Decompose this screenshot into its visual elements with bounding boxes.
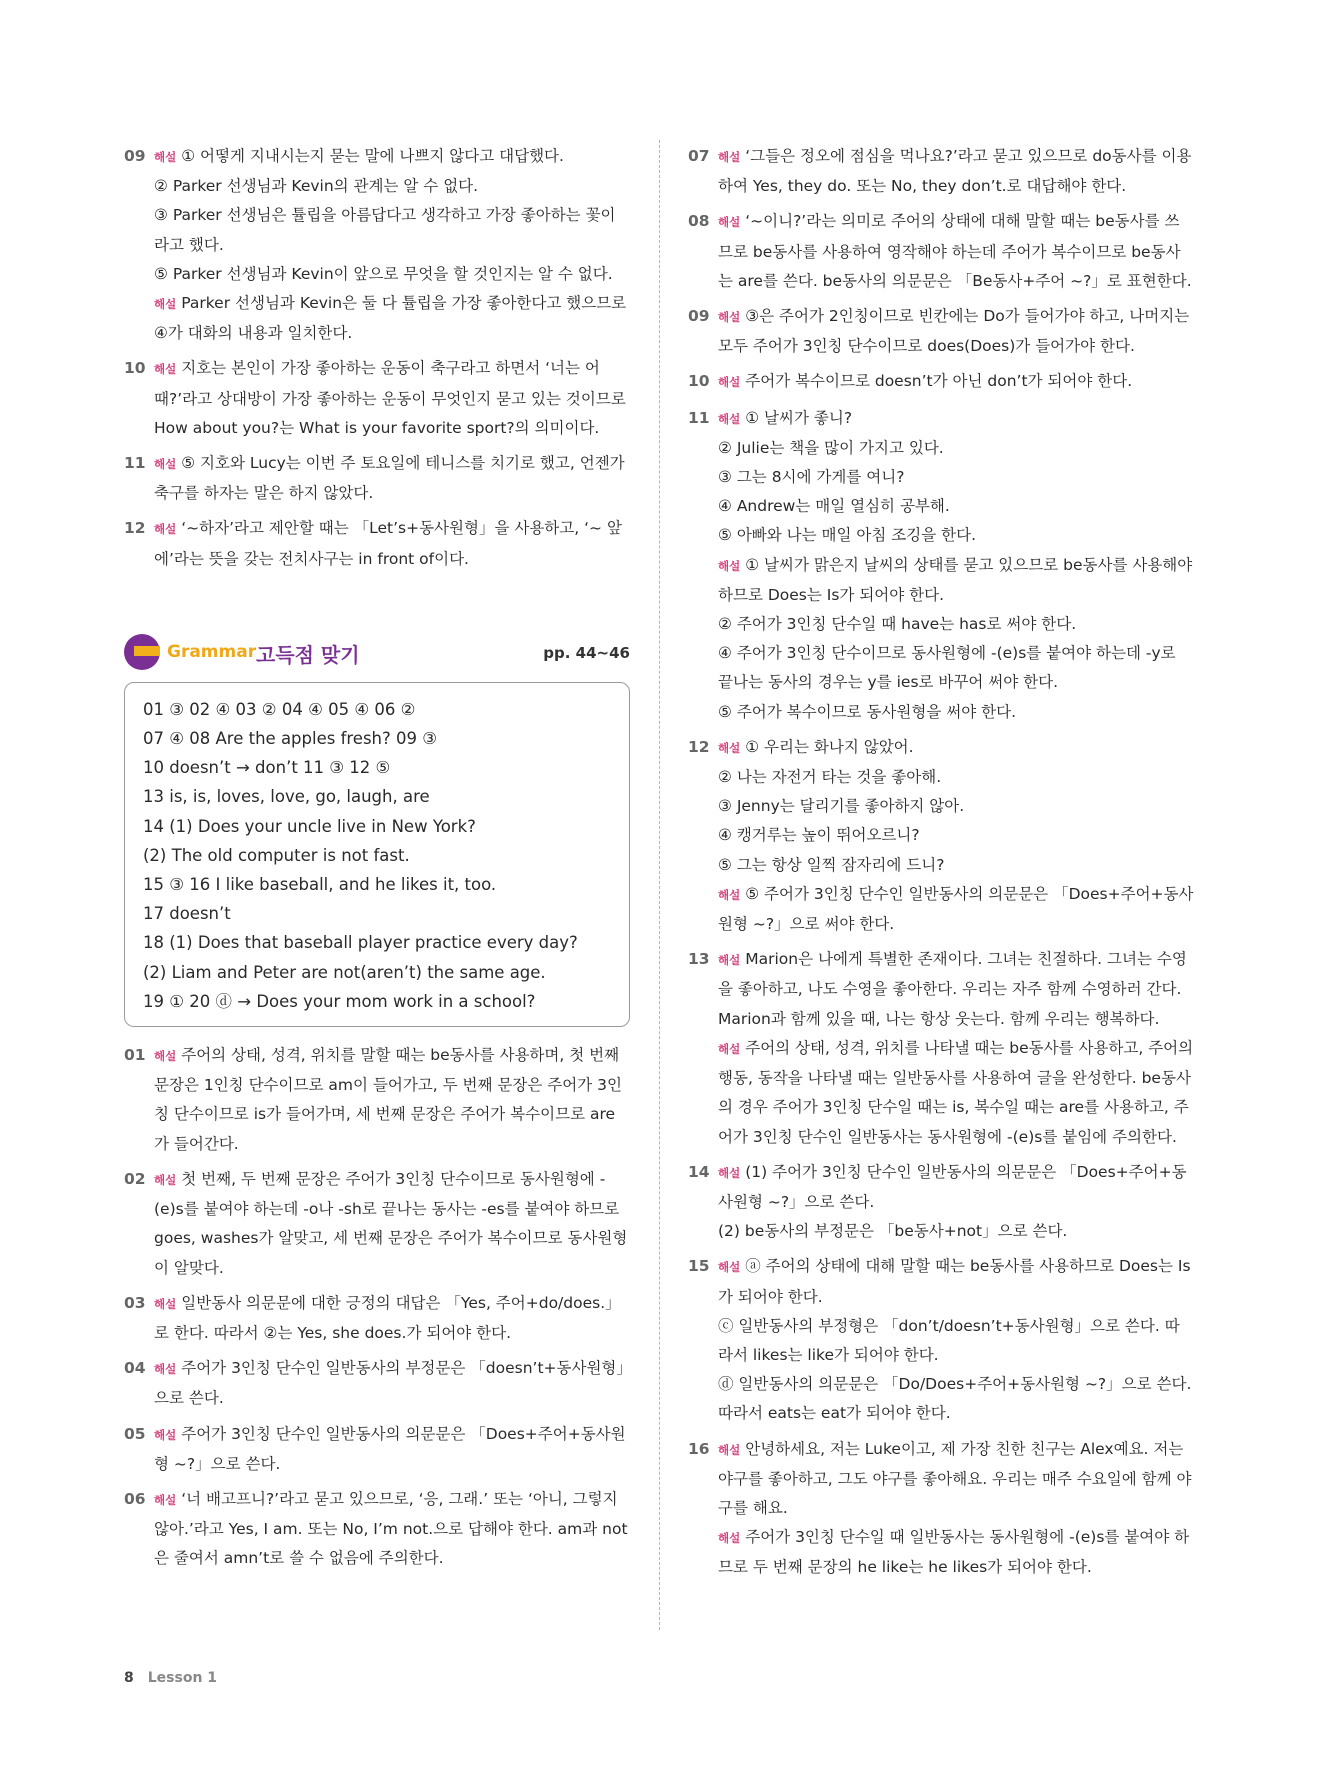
explanation-tag: 해설 [718, 1442, 741, 1457]
explanation-tag: 해설 [154, 1049, 177, 1064]
answer-item-09 [124, 142, 630, 348]
explanation-text: 주어가 3인칭 단수인 일반동사의 의문문은 「Does+주어+동사원형 ~?」으로 쓴다. [154, 1424, 626, 1473]
explanation-tag: 해설 [718, 740, 741, 755]
explanation-tag: 해설 [718, 150, 741, 164]
explanation-text: (2) be동사의 부정문은 「be동사+not」으로 쓴다. [718, 1222, 1068, 1241]
explanation-tag: 해설 [718, 953, 741, 968]
grammar-explanation-01 [124, 1041, 630, 1159]
translation-text: ③ Jenny는 달리기를 좋아하지 않아. [718, 797, 965, 816]
explanation-tag: 해설 [154, 1172, 177, 1187]
item-number: 05 [124, 1424, 146, 1443]
translation-text: ④ Andrew는 매일 열심히 공부해. [718, 497, 950, 516]
grammar-logo-icon [124, 634, 160, 670]
translation-text: ⑤ 아빠와 나는 매일 아침 조깅을 한다. [718, 526, 977, 545]
answer-line: (2) The old computer is not fast. [143, 845, 410, 865]
item-number: 09 [124, 147, 146, 165]
grammar-explanation-14 [688, 1158, 1194, 1247]
explanation-tag: 해설 [718, 215, 741, 230]
answer-line: 15 ③ 16 I like baseball, and he likes it, too. [143, 875, 497, 895]
grammar-explanation-12 [688, 733, 1194, 939]
page-footer [124, 1670, 217, 1686]
item-number: 04 [124, 1359, 146, 1378]
explanation-tag: 해설 [718, 1165, 741, 1180]
explanation-tag: 해설 [718, 375, 741, 390]
answer-line: 10 doesn’t → don’t 11 ③ 12 ⑤ [143, 758, 391, 778]
explanation-text: 주어의 상태, 성격, 위치를 나타낼 때는 be동사를 사용하고, 주어의 행동, 동작을 나타낼 때는 일반동사를 사용하여 글을 완성한다. be동사의 경우 주어가 3인칭 단수일 때는 is, 복수일 때는 are를 사용하고, 주어가 3인칭 단수인 일반동사는 동사원형에 -(e)s를 붙임에 주의한다. [718, 1038, 1194, 1146]
explanation-tag: 해설 [718, 411, 741, 426]
answer-line: 18 (1) Does that baseball player practice every day? [143, 933, 578, 953]
explanation-text: ‘너 배고프니?’라고 묻고 있으므로, ‘응, 그래.’ 또는 ‘아니, 그렇지 않아.’라고 Yes, I am. 또는 No, I’m not.으로 답해야 한다. am과 not은 줄여서 amn’t로 쓸 수 없음에 주의한다. [154, 1489, 628, 1568]
explanation-tag: 해설 [154, 1296, 177, 1311]
explanation-text: ① 어떻게 지내시는지 묻는 말에 나쁘지 않다고 대답했다. [181, 147, 564, 165]
grammar-explanation-11 [688, 404, 1194, 727]
explanation-tag: 해설 [718, 1041, 741, 1056]
item-number: 08 [688, 212, 710, 231]
grammar-brand: Grammar [167, 641, 257, 662]
answer-line: (2) Liam and Peter are not(aren’t) the same age. [143, 962, 546, 982]
explanation-tag: 해설 [154, 150, 177, 164]
explanation-tag: 해설 [718, 1260, 741, 1275]
explanation-tag: 해설 [718, 1531, 741, 1546]
item-number: 06 [124, 1489, 146, 1508]
explanation-text: 첫 번째, 두 번째 문장은 주어가 3인칭 단수이므로 동사원형에 -(e)s를 붙여야 하는데 -o나 -sh로 끝나는 동사는 -es를 붙여야 하므로 goes, washes가 알맞고, 세 번째 문장은 주어가 복수이므로 동사원형이 알맞다. [154, 1169, 628, 1277]
grammar-explanation-03 [124, 1289, 630, 1348]
translation-text: 안녕하세요, 저는 Luke이고, 제 가장 친한 친구는 Alex예요. 저는 야구를 좋아하고, 그도 야구를 좋아해요. 우리는 매주 수요일에 함께 야구를 해요. [718, 1439, 1192, 1517]
explanation-text: ④ 주어가 3인칭 단수이므로 동사원형에 -(e)s를 붙여야 하는데 -y로 끝나는 동사의 경우는 y를 ies로 바꾸어 써야 한다. [718, 644, 1176, 692]
explanation-text: 일반동사 의문문에 대한 긍정의 대답은 「Yes, 주어+do/does.」로 한다. 따라서 ②는 Yes, she does.가 되어야 한다. [154, 1293, 621, 1342]
answer-line: 13 is, is, loves, love, go, laugh, are [143, 787, 430, 807]
answer-line: 07 ④ 08 Are the apples fresh? 09 ③ [143, 729, 438, 749]
grammar-explanation-07 [688, 142, 1194, 201]
grammar-explanation-15 [688, 1252, 1194, 1428]
item-number: 07 [688, 147, 710, 165]
explanation-tag: 해설 [154, 297, 177, 312]
explanation-tag: 해설 [718, 558, 741, 573]
explanation-tag: 해설 [718, 887, 741, 902]
translation-text: ① 날씨가 좋니? [745, 408, 853, 427]
page-number: 8 [124, 1670, 134, 1686]
translation-text: ⑤ 그는 항상 일찍 잠자리에 드니? [718, 855, 945, 874]
page-range: pp. 44~46 [543, 643, 630, 662]
item-number: 10 [124, 359, 146, 378]
answer-line: 14 (1) Does your uncle live in New York? [143, 816, 476, 836]
answer-item-11 [124, 449, 630, 508]
grammar-explanation-08 [688, 207, 1194, 296]
translation-text: ③ 그는 8시에 가게를 여니? [718, 468, 905, 487]
item-number: 11 [688, 408, 710, 427]
grammar-section-header [124, 634, 630, 674]
item-number: 14 [688, 1162, 710, 1181]
explanation-text: ‘~하자’라고 제안할 때는 「Let’s+동사원형」을 사용하고, ‘~ 앞에’라는 뜻을 갖는 전치사구는 in front of이다. [154, 519, 622, 568]
grammar-explanation-05 [124, 1420, 630, 1479]
item-number: 09 [688, 307, 710, 326]
explanation-text: Parker 선생님과 Kevin은 둘 다 튤립을 가장 좋아한다고 했으므로 ④가 대화의 내용과 일치한다. [154, 294, 627, 343]
item-number: 10 [688, 372, 710, 391]
grammar-explanation-06 [124, 1485, 630, 1574]
answer-key-box [124, 682, 630, 1027]
explanation-tag: 해설 [154, 1492, 177, 1507]
item-number: 13 [688, 950, 710, 969]
answer-line: 19 ① 20 ⓓ → Does your mom work in a school? [143, 991, 536, 1011]
explanation-text: ① 날씨가 맑은지 날씨의 상태를 묻고 있으므로 be동사를 사용해야 하므로 Does는 Is가 되어야 한다. [718, 555, 1193, 604]
explanation-text: 주어가 3인칭 단수인 일반동사의 부정문은 「doesn’t+동사원형」으로 쓴다. [154, 1359, 625, 1408]
explanation-text: ⑤ 주어가 복수이므로 동사원형을 써야 한다. [718, 702, 1016, 721]
answer-item-10 [124, 354, 630, 443]
explanation-tag: 해설 [154, 1427, 177, 1442]
explanation-tag: 해설 [718, 310, 741, 325]
item-number: 03 [124, 1293, 146, 1312]
explanation-text: ⑤ 지호와 Lucy는 이번 주 토요일에 테니스를 치기로 했고, 언젠가 축구를 하자는 말은 하지 않았다. [154, 454, 625, 503]
explanation-text: ⑤ Parker 선생님과 Kevin이 앞으로 무엇을 할 것인지는 알 수 없다. [154, 264, 613, 283]
answer-line: 01 ③ 02 ④ 03 ② 04 ④ 05 ④ 06 ② [143, 699, 416, 719]
grammar-explanation-13 [688, 945, 1194, 1151]
item-number: 01 [124, 1046, 146, 1065]
explanation-text: ② 주어가 3인칭 단수일 때 have는 has로 써야 한다. [718, 615, 1077, 634]
explanation-text: ⑤ 주어가 3인칭 단수인 일반동사의 의문문은 「Does+주어+동사원형 ~?」으로 써야 한다. [718, 884, 1194, 934]
translation-text: Marion은 나에게 특별한 존재이다. 그녀는 친절하다. 그녀는 수영을 좋아하고, 나도 수영을 좋아한다. 우리는 자주 함께 수영하러 간다. Marion과 함께 있을 때, 나는 항상 웃는다. 함께 우리는 행복하다. [718, 950, 1187, 1028]
explanation-text: ‘~이니?’라는 의미로 주어의 상태에 대해 말할 때는 be동사를 쓰므로 be동사를 사용하여 영작해야 하는데 주어가 복수이므로 be동사는 are를 쓴다. be동사의 의문문은 「Be동사+주어 ~?」로 표현한다. [718, 212, 1192, 290]
grammar-explanation-09 [688, 302, 1194, 361]
grammar-explanation-10 [688, 367, 1194, 397]
translation-text: ② Julie는 책을 많이 가지고 있다. [718, 438, 944, 457]
explanation-text: (1) 주어가 3인칭 단수인 일반동사의 의문문은 「Does+주어+동사원형 ~?」으로 쓴다. [718, 1162, 1187, 1211]
explanation-text: 주어의 상태, 성격, 위치를 말할 때는 be동사를 사용하며, 첫 번째 문장은 1인칭 단수이므로 am이 들어가고, 두 번째 문장은 주어가 3인칭 단수이므로 is가 들어가며, 세 번째 문장은 주어가 복수이므로 are가 들어간다. [154, 1046, 622, 1153]
explanation-text: ③ Parker 선생님은 튤립을 아름답다고 생각하고 가장 좋아하는 꽃이라고 했다. [154, 206, 616, 254]
explanation-text: ⓒ 일반동사의 부정형은 「don’t/doesn’t+동사원형」으로 쓴다. 따라서 likes는 like가 되어야 한다. [718, 1316, 1180, 1364]
explanation-text: ⓓ 일반동사의 의문문은 「Do/Does+주어+동사원형 ~?」으로 쓴다. 따라서 eats는 eat가 되어야 한다. [718, 1375, 1192, 1423]
item-number: 16 [688, 1439, 710, 1458]
left-column [124, 142, 630, 1580]
column-divider [659, 140, 660, 1630]
lesson-label: Lesson 1 [147, 1670, 218, 1686]
grammar-explanation-02 [124, 1165, 630, 1283]
explanation-text: 주어가 복수이므로 doesn’t가 아닌 don’t가 되어야 한다. [745, 372, 1133, 391]
item-number: 11 [124, 454, 146, 473]
translation-text: ④ 캥거루는 높이 뛰어오르니? [718, 826, 920, 845]
explanation-text: ② Parker 선생님과 Kevin의 관계는 알 수 없다. [154, 177, 479, 196]
explanation-text: ‘그들은 정오에 점심을 먹나요?’라고 묻고 있으므로 do동사를 이용하여 Yes, they do. 또는 No, they don’t.로 대답해야 한다. [718, 147, 1192, 196]
grammar-explanation-16 [688, 1435, 1194, 1583]
item-number: 12 [124, 519, 146, 538]
explanation-text: ③은 주어가 2인칭이므로 빈칸에는 Do가 들어가야 하고, 나머지는 모두 주어가 3인칭 단수이므로 does(Does)가 들어가야 한다. [718, 307, 1190, 356]
explanation-text: 지호는 본인이 가장 좋아하는 운동이 축구라고 하면서 ‘너는 어때?’라고 상대방이 가장 좋아하는 운동이 무엇인지 묻고 있는 것이므로 How about you?는 What is your favorite sport?의 의미이다. [154, 359, 626, 437]
explanation-tag: 해설 [154, 457, 177, 472]
answer-line: 17 doesn’t [143, 904, 231, 924]
grammar-explanation-04 [124, 1354, 630, 1413]
explanation-text: ⓐ 주어의 상태에 대해 말할 때는 be동사를 사용하므로 Does는 Is가 되어야 한다. [718, 1257, 1191, 1306]
item-number: 15 [688, 1257, 710, 1276]
right-column [688, 142, 1194, 1589]
translation-text: ① 우리는 화나지 않았어. [745, 737, 914, 756]
explanation-tag: 해설 [154, 362, 177, 377]
explanation-tag: 해설 [154, 522, 177, 537]
item-number: 02 [124, 1169, 146, 1188]
item-number: 12 [688, 737, 710, 756]
section-title: 고득점 맞기 [256, 642, 360, 667]
explanation-text: 주어가 3인칭 단수일 때 일반동사는 동사원형에 -(e)s를 붙여야 하므로 두 번째 문장의 he like는 he likes가 되어야 한다. [718, 1528, 1190, 1577]
translation-text: ② 나는 자전거 타는 것을 좋아해. [718, 768, 942, 787]
explanation-tag: 해설 [154, 1362, 177, 1377]
answer-item-12 [124, 514, 630, 573]
